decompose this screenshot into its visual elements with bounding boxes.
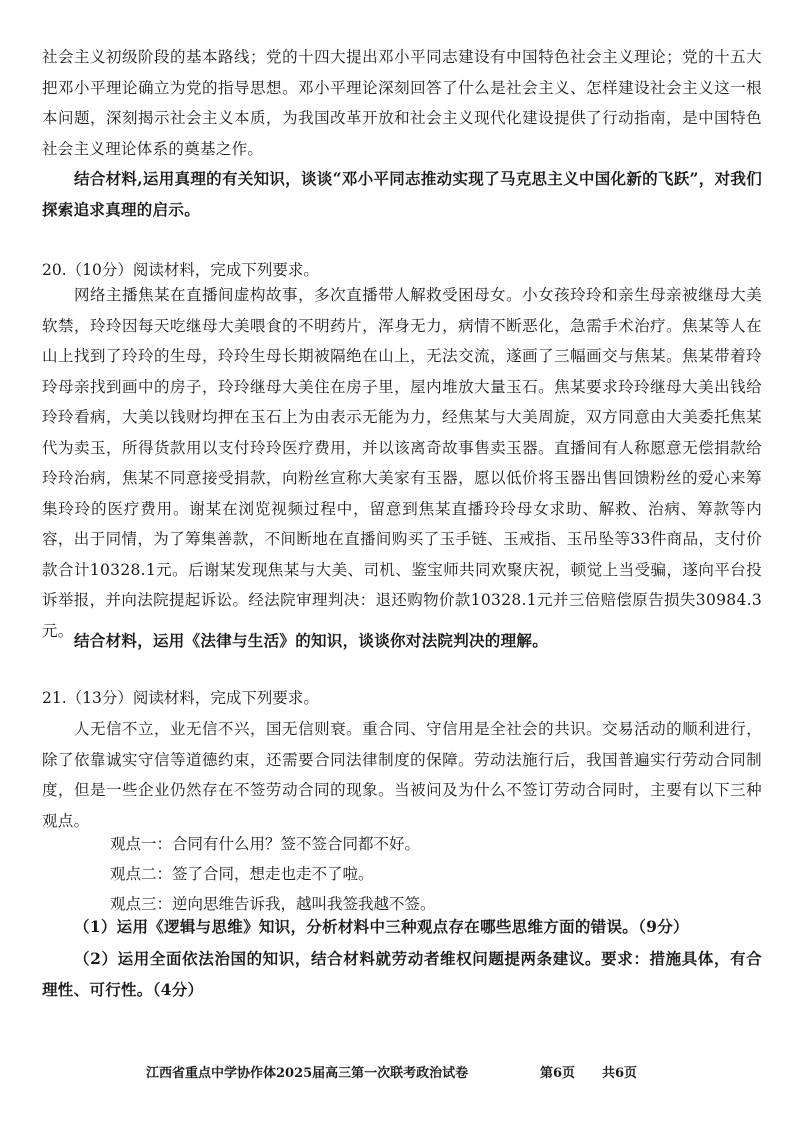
q19-requirement: 结合材料,运用真理的有关知识，谈谈“邓小平同志推动实现了马克思主义中国化新的飞跃”，对我们探索追求真理的启示。 [42,169,762,219]
q21-heading: 21.（13分）阅读材料，完成下列要求。 [42,689,319,707]
q20-material: 网络主播焦某在直播间虚构故事，多次直播带人解救受困母女。小女孩玲玲和亲生母亲被继母大美软禁，玲玲因每天吃继母大美喂食的不明药片，浑身无力，病情不断恶化，急需手术治疗。焦某等人在山上找到了玲玲的生母，玲玲生母长期被隔绝在山上，无法交流，遂画了三幅画交与焦某。焦某带着玲玲母亲找到画中的房子，玲玲继母大美住在房子里，屋内堆放大量玉石。焦某要求玲玲继母大美出钱给玲玲看病，大美以钱财均押在玉石上为由表示无能为力，经焦某与大美周旋，双方同意由大美委托焦某代为卖玉，所得货款用以支付玲玲医疗费用，并以该离奇故事售卖玉器。直播间有人称愿意无偿捐款给玲玲治病，焦某不同意接受捐款，向粉丝宣称大美家有玉器，愿以低价将玉器出售回馈粉丝的爱心来筹集玲玲的医疗费用。谢某在浏览视频过程中，留意到焦某直播玲玲母女求助、解救、治病、筹款等内容，出于同情，为了筹集善款，不间断地在直播间购买了玉手链、玉戒指、玉吊坠等33件商品，支付价款合计10328.1元。后谢某发现焦某与大美、司机、鉴宝师共同欢聚庆祝，顿觉上当受骗，遂向平台投诉举报，并向法院提起诉讼。经法院审理判决：退还购物价款10328.1元并三倍赔偿原告损失30984.3元。 [42,286,762,640]
q20-requirement: 结合材料，运用《法律与生活》的知识，谈谈你对法院判决的理解。 [74,631,549,650]
footer-total-pages: 共6页 [602,1066,638,1081]
q21-view-1: 观点一：合同有什么用？签不签合同都不好。 [110,835,421,853]
footer-exam-title: 江西省重点中学协作体2025届高三第一次联考政治试卷 [146,1066,469,1081]
q21-view-2: 观点二：签了合同，想走也走不了啦。 [110,865,374,883]
q19-material-continuation: 社会主义初级阶段的基本路线；党的十四大提出邓小平同志建设有中国特色社会主义理论；党的十五大把邓小平理论确立为党的指导思想。邓小平理论深刻回答了什么是社会主义、怎样建设社会主义这一根本问题，深刻揭示社会主义本质，为我国改革开放和社会主义现代化建设提供了行动指南，是中国特色社会主义理论体系的奠基之作。 [42,48,762,158]
footer-page-number: 第6页 [540,1066,576,1081]
q21-requirement-2: （2）运用全面依法治国的知识，结合材料就劳动者维权问题提两条建议。要求：措施具体，有合理性、可行性。（4分） [42,949,762,999]
q21-requirement-1: （1）运用《逻辑与思维》知识，分析材料中三种观点存在哪些思维方面的错误。（9分） [74,917,689,936]
q21-view-3: 观点三：逆向思维告诉我，越叫我签我越不签。 [110,895,436,913]
q20-heading: 20.（10分）阅读材料，完成下列要求。 [42,261,319,279]
q21-material: 人无信不立，业无信不兴，国无信则衰。重合同、守信用是全社会的共识。交易活动的顺利进行，除了依靠诚实守信等道德约束，还需要合同法律制度的保障。劳动法施行后，我国普遍实行劳动合同制度，但是一些企业仍然存在不签劳动合同的现象。当被问及为什么不签订劳动合同时，主要有以下三种观点。 [42,720,762,830]
